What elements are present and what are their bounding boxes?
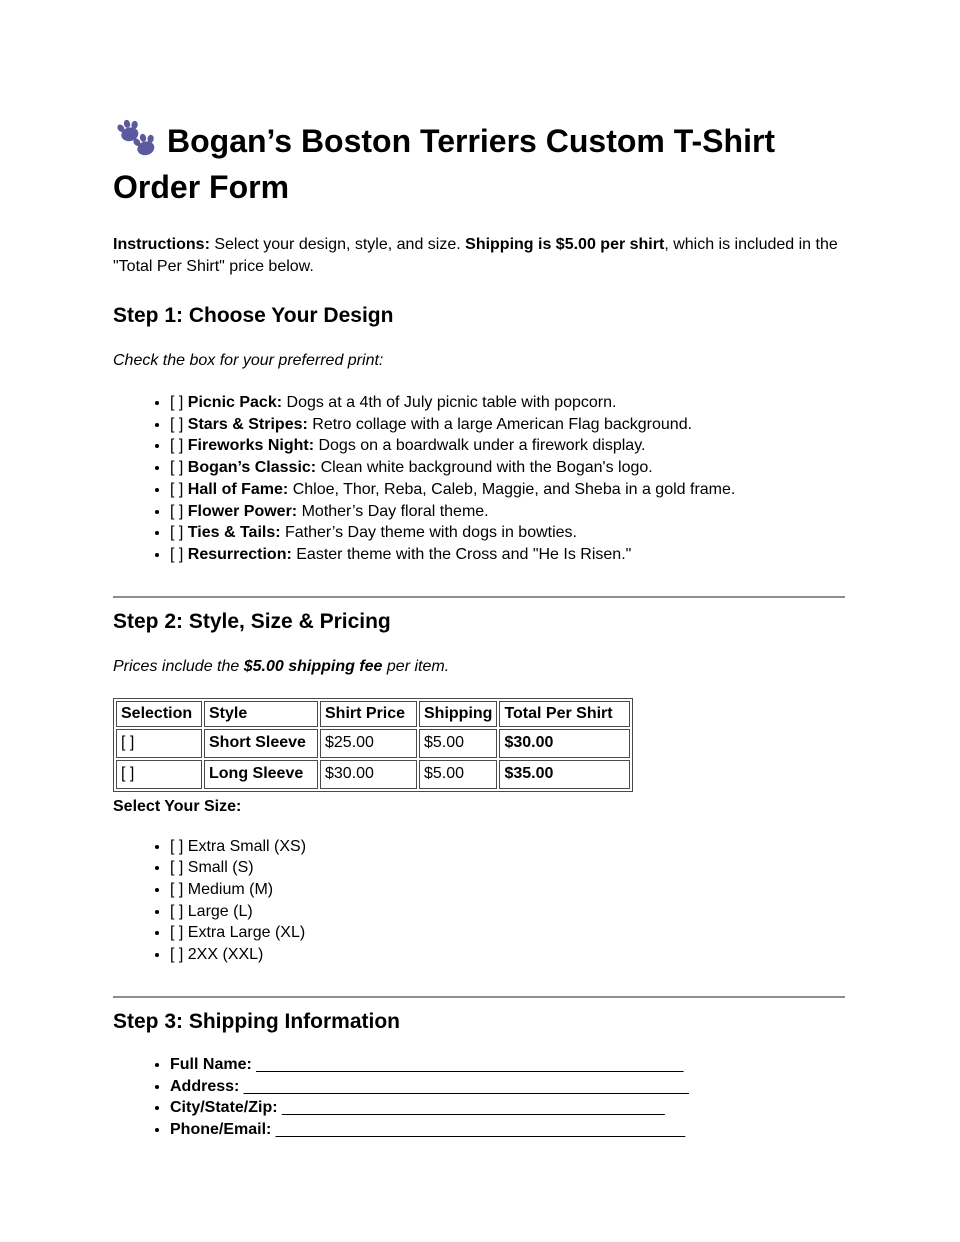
instructions-text: Select your design, style, and size. — [209, 236, 466, 253]
checkbox-placeholder: [ ] — [170, 502, 188, 520]
design-name: Stars & Stripes: — [187, 415, 308, 433]
total-cell: $30.00 — [499, 729, 630, 758]
checkbox-placeholder: [ ] — [170, 480, 188, 498]
size-list — [113, 836, 845, 966]
design-item — [170, 414, 845, 436]
selection-checkbox-cell: [ ] — [116, 729, 202, 758]
table-row — [116, 729, 630, 758]
size-item: • [ ] 2XX (XXL) — [170, 944, 845, 966]
shipping-field-full-name — [170, 1054, 845, 1076]
shipping-field-phone-email — [170, 1119, 845, 1141]
table-row — [116, 760, 630, 789]
blank-write-in-line: ______________________________________________ — [275, 1120, 686, 1138]
step2-heading: Step 2: Style, Size & Pricing — [113, 609, 391, 633]
column-header-total: Total Per Shirt — [499, 701, 630, 727]
checkbox-placeholder: [ ] — [170, 524, 188, 542]
field-label: City/State/Zip: — [170, 1099, 283, 1117]
design-description: Father’s Day theme with dogs in bowties. — [280, 524, 577, 542]
pricing-note-bold: $5.00 shipping fee — [243, 657, 383, 675]
design-description: Clean white background with the Bogan's logo. — [316, 459, 653, 477]
section-divider — [113, 996, 845, 998]
column-header-shirt-price: Shirt Price — [320, 701, 417, 727]
size-item: • [ ] Extra Small (XS) — [170, 836, 845, 858]
instructions-paragraph — [113, 234, 845, 278]
style-cell: Short Sleeve — [204, 729, 318, 758]
shipping-cell: $5.00 — [419, 760, 497, 789]
instructions-text-end: , which is included in the "Total Per Shirt" price below. — [113, 236, 838, 275]
design-item — [170, 435, 845, 457]
design-name: Fireworks Night: — [187, 437, 315, 455]
page-title — [113, 116, 845, 210]
pricing-note-suffix: per item. — [382, 657, 450, 675]
design-item — [170, 544, 845, 566]
page-title-text: Bogan’s Boston Terriers Custom T-Shirt Order Form — [113, 123, 776, 205]
table-header-row — [116, 701, 630, 727]
design-description: Retro collage with a large American Flag background. — [307, 415, 693, 433]
design-description: Dogs on a boardwalk under a firework display. — [314, 437, 646, 455]
design-name: Bogan’s Classic: — [187, 459, 317, 477]
instructions-label: Instructions: — [113, 236, 210, 253]
shirt-price-cell: $25.00 — [320, 729, 417, 758]
shipping-cell: $5.00 — [419, 729, 497, 758]
select-size-label: Select Your Size: — [113, 797, 242, 815]
selection-checkbox-cell: [ ] — [116, 760, 202, 789]
pricing-note — [113, 656, 845, 678]
shipping-field-city-state-zip — [170, 1097, 845, 1119]
instructions-shipping-bold: Shipping is $5.00 per shirt — [465, 236, 665, 253]
design-item — [170, 392, 845, 414]
size-item: • [ ] Medium (M) — [170, 879, 845, 901]
checkbox-placeholder: [ ] — [170, 459, 188, 477]
total-cell: $35.00 — [499, 760, 630, 789]
column-header-selection: Selection — [116, 701, 202, 727]
shipping-field-address — [170, 1076, 845, 1098]
section-divider — [113, 596, 845, 598]
design-prompt: Check the box for your preferred print: — [113, 352, 384, 369]
blank-write-in-line: ________________________________________________ — [256, 1055, 684, 1073]
paw-prints-icon — [113, 116, 157, 156]
shirt-price-cell: $30.00 — [320, 760, 417, 789]
design-item — [170, 522, 845, 544]
design-item — [170, 501, 845, 523]
style-cell: Long Sleeve — [204, 760, 318, 789]
column-header-style: Style — [204, 701, 318, 727]
design-description: Mother’s Day floral theme. — [297, 502, 489, 520]
design-name: Ties & Tails: — [187, 524, 281, 542]
design-description: Chloe, Thor, Reba, Caleb, Maggie, and Sheba in a gold frame. — [288, 480, 736, 498]
step3-heading: Step 3: Shipping Information — [113, 1009, 400, 1033]
design-description: Dogs at a 4th of July picnic table with popcorn. — [282, 394, 617, 411]
checkbox-placeholder: [ ] — [170, 394, 188, 411]
blank-write-in-line: ___________________________________________ — [282, 1099, 665, 1117]
design-name: Picnic Pack: — [187, 394, 283, 411]
design-item — [170, 457, 845, 479]
checkbox-placeholder: [ ] — [170, 545, 188, 563]
field-label: Phone/Email: — [170, 1120, 276, 1138]
size-item: • [ ] Extra Large (XL) — [170, 922, 845, 944]
design-name: Hall of Fame: — [187, 480, 289, 498]
design-name: Resurrection: — [187, 545, 292, 563]
design-item — [170, 479, 845, 501]
field-label: Full Name: — [170, 1055, 257, 1073]
design-name: Flower Power: — [187, 502, 298, 520]
blank-write-in-line: __________________________________________________ — [243, 1077, 689, 1095]
checkbox-placeholder: [ ] — [170, 437, 188, 455]
size-item: • [ ] Large (L) — [170, 901, 845, 923]
column-header-shipping: Shipping — [419, 701, 497, 727]
pricing-table — [113, 698, 633, 792]
design-description: Easter theme with the Cross and "He Is Risen." — [291, 545, 632, 563]
size-item: • [ ] Small (S) — [170, 857, 845, 879]
pricing-note-prefix: Prices include the — [113, 657, 244, 675]
step1-heading: Step 1: Choose Your Design — [113, 304, 394, 327]
field-label: Address: — [170, 1077, 244, 1095]
design-list — [113, 392, 845, 566]
shipping-field-list — [113, 1054, 845, 1141]
checkbox-placeholder: [ ] — [170, 415, 188, 433]
